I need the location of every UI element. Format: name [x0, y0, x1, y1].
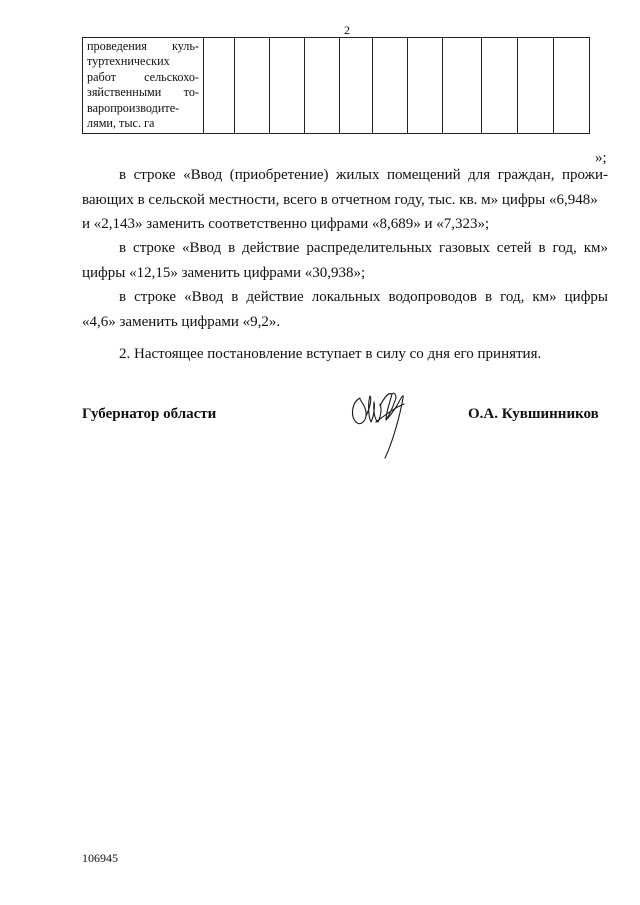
paragraph-line: в строке «Ввод (приобретение) жилых помещений для граждан, прожи- — [119, 167, 608, 183]
amendment-paragraph-water — [82, 285, 608, 334]
table-cell — [482, 38, 518, 134]
row-label-line: зяйственными то- — [87, 85, 199, 100]
row-label-line: варопроизводите- — [87, 100, 180, 115]
closing-quote-mark: »; — [595, 150, 607, 166]
handwritten-signature — [346, 386, 412, 462]
row-label-line: работ сельскохо- — [87, 69, 199, 84]
amendment-paragraph-gas — [82, 236, 608, 285]
row-label-line: проведения куль- — [87, 39, 199, 53]
table-cell — [408, 38, 443, 134]
row-label-line: туртехнических — [87, 54, 170, 69]
amendment-paragraph-housing — [82, 163, 608, 237]
table-cell — [518, 38, 554, 134]
signatory-position: Губернатор области — [82, 406, 217, 422]
table-cell — [443, 38, 482, 134]
table-cell — [373, 38, 408, 134]
table-cell — [340, 38, 373, 134]
table-cell — [270, 38, 305, 134]
table-cell — [554, 38, 590, 134]
table-cell — [204, 38, 235, 134]
row-label-cell — [83, 38, 204, 134]
paragraph-line: в строке «Ввод в действие распределительных газовых сетей в год, км» — [119, 240, 608, 256]
effective-date-paragraph: 2. Настоящее постановление вступает в силу со дня его принятия. — [119, 346, 542, 362]
row-label-line: лями, тыс. га — [87, 116, 155, 131]
document-code: 106945 — [82, 851, 118, 865]
page-number: 2 — [344, 23, 350, 37]
continuation-table — [82, 37, 590, 134]
paragraph-line: в строке «Ввод в действие локальных водопроводов в год, км» цифры — [119, 289, 608, 305]
table-cell — [235, 38, 270, 134]
paragraph-rest: цифры «12,15» заменить цифрами «30,938»; — [82, 264, 366, 281]
table-cell — [305, 38, 340, 134]
table-row — [83, 38, 590, 134]
paragraph-rest: «4,6» заменить цифрами «9,2». — [82, 313, 281, 330]
paragraph-rest: вающих в сельской местности, всего в отчетном году, тыс. кв. м» цифры «6,948» и «2,143» заменить соответственно цифрами «8,689» и «7,323»; — [82, 191, 598, 232]
signatory-name: О.А. Кувшинников — [468, 406, 599, 422]
